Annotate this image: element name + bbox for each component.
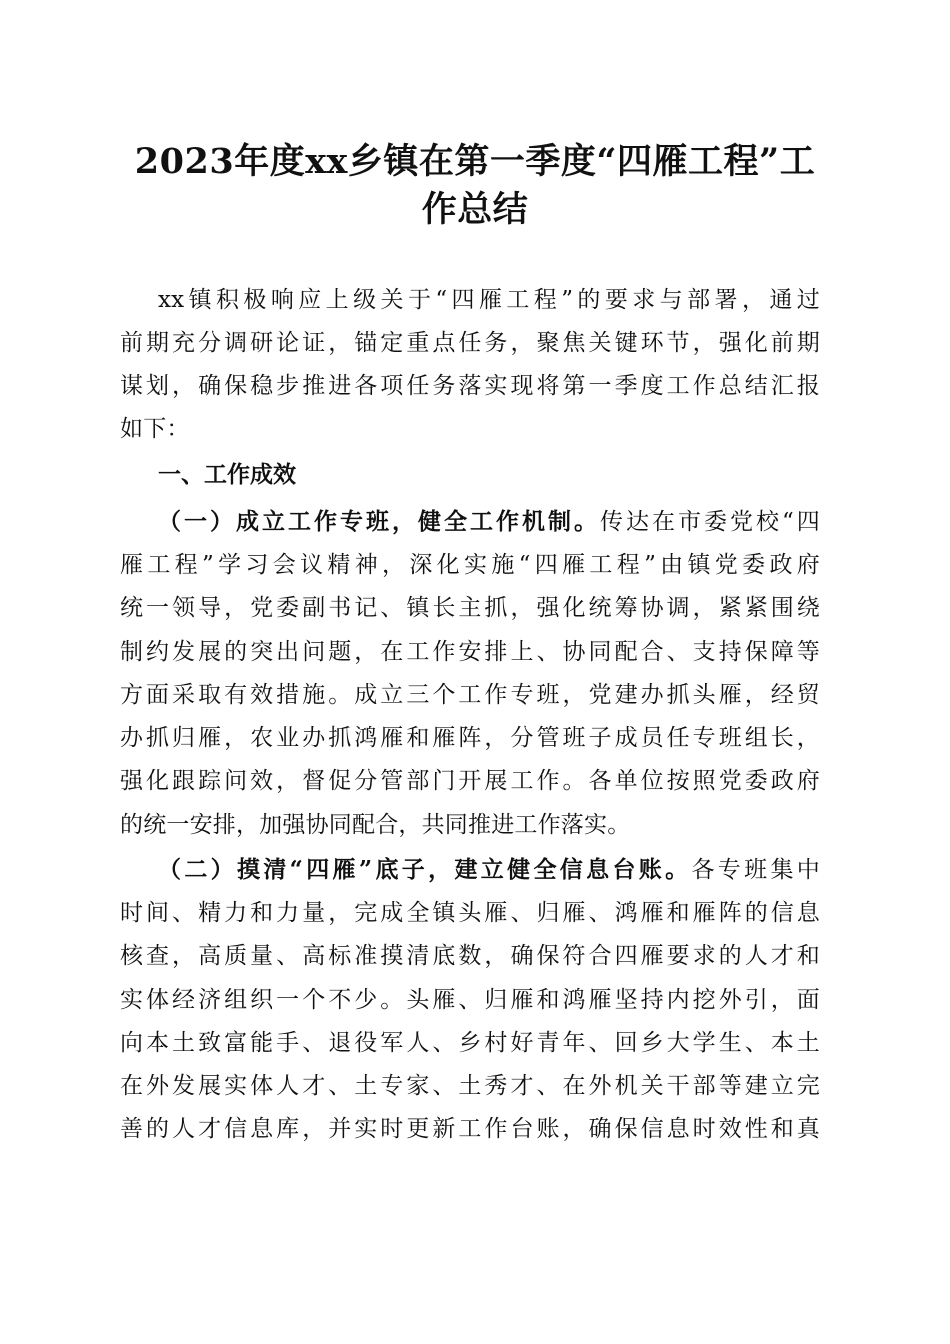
item-2-line: 在外发展实体人才、土专家、土秀才、在外机关干部等建立完	[120, 1073, 820, 1099]
item-1-line: 强化跟踪问效，督促分管部门开展工作。各单位按照党委政府	[120, 768, 820, 794]
intro-line: 前期充分调研论证，锚定重点任务，聚焦关键环节，强化前期	[120, 330, 820, 356]
item-1-line: 制约发展的突出问题，在工作安排上、协同配合、支持保障等	[120, 639, 820, 665]
item-1-lead: （一）成立工作专班，健全工作机制。	[158, 508, 601, 535]
section-heading: 一、工作成效	[158, 462, 296, 488]
item-1-first-line	[158, 507, 820, 537]
document-title-line-2: 作总结	[421, 189, 529, 230]
item-2-first-line	[158, 855, 820, 885]
item-2-line: 核查，高质量、高标准摸清底数，确保符合四雁要求的人才和	[120, 943, 820, 969]
item-1-line: 的统一安排，加强协同配合，共同推进工作落实。	[120, 812, 631, 838]
item-2-line: 向本土致富能手、退役军人、乡村好青年、回乡大学生、本土	[120, 1030, 820, 1056]
item-2-line: 时间、精力和力量，完成全镇头雁、归雁、鸿雁和雁阵的信息	[120, 900, 820, 926]
item-2-line: 善的人才信息库，并实时更新工作台账，确保信息时效性和真	[120, 1116, 820, 1142]
item-2-first-rest: 各专班集中	[691, 857, 821, 883]
intro-line: 如下：	[120, 416, 190, 442]
item-1-line: 方面采取有效措施。成立三个工作专班，党建办抓头雁，经贸	[120, 682, 820, 708]
item-1-line: 雁工程”学习会议精神，深化实施“四雁工程”由镇党委政府	[120, 552, 820, 578]
intro-line: 谋划，确保稳步推进各项任务落实现将第一季度工作总结汇报	[120, 373, 820, 399]
item-2-lead: （二）摸清“四雁”底子，建立健全信息台账。	[158, 856, 692, 883]
item-2-line: 实体经济组织一个不少。头雁、归雁和鸿雁坚持内挖外引，面	[120, 987, 820, 1013]
document-title-line-1: 2023年度xx乡镇在第一季度“四雁工程”工	[134, 141, 816, 182]
intro-line: xx镇积极响应上级关于“四雁工程”的要求与部署，通过	[158, 287, 820, 313]
item-1-line: 统一领导，党委副书记、镇长主抓，强化统筹协调，紧紧围绕	[120, 595, 820, 621]
item-1-line: 办抓归雁，农业办抓鸿雁和雁阵，分管班子成员任专班组长，	[120, 725, 820, 751]
item-1-first-rest: 传达在市委党校“四	[600, 509, 820, 535]
